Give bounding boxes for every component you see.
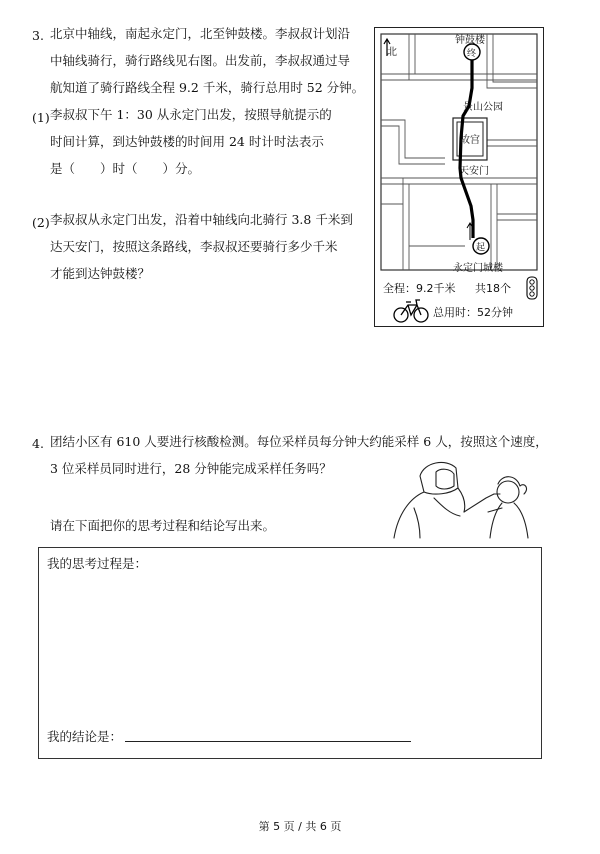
jingshan-label: 景山公园	[463, 102, 503, 113]
yongding-label: 永定门城楼	[453, 263, 503, 274]
question-3-text	[50, 20, 364, 101]
process-label: 我的思考过程是：	[47, 556, 148, 571]
sub-question-1-label: (1)	[32, 110, 50, 125]
question-3-line: 航知道了骑行路线全程 9.2 千米，骑行总用时 52 分钟。	[50, 80, 365, 95]
bicycle-icon	[394, 300, 428, 322]
answer-box[interactable]	[38, 547, 542, 759]
question-4-line: 团结小区有 610 人要进行核酸检测。每位采样员每分钟大约能采样 6 人，按照这个速度，	[50, 434, 548, 449]
sub-question-1-line: 李叔叔下午 1：30 从永定门出发，按照导航提示的	[50, 107, 332, 122]
page-footer: 第 5 页 / 共 6 页	[258, 820, 342, 833]
question-3-line: 中轴线骑行，骑行路线见右图。出发前，李叔叔通过导	[50, 53, 351, 68]
question-4-number: 4.	[32, 436, 44, 451]
tiananmen-label: 天安门	[459, 166, 489, 177]
distance-label: 全程：9.2千米	[383, 282, 456, 295]
sub-question-2-line: 达天安门，按照这条路线，李叔叔还要骑行多少千米	[50, 239, 338, 254]
palace-label: 故宫	[460, 135, 480, 146]
sub-question-1-line: 是（ ）时（ ）分。	[50, 161, 201, 176]
bell-tower-label: 钟鼓楼	[455, 35, 485, 46]
total-time-label: 总用时：52分钟	[433, 306, 513, 319]
route-map	[374, 27, 544, 327]
conclusion-answer-line[interactable]	[125, 741, 411, 742]
question-3-number: 3.	[32, 28, 44, 43]
start-mark: 起	[476, 243, 486, 253]
sub-question-2-line: 李叔叔从永定门出发，沿着中轴线向北骑行 3.8 千米到	[50, 212, 353, 227]
sub-question-1-text	[50, 101, 332, 182]
question-3-line: 北京中轴线，南起永定门，北至钟鼓楼。李叔叔计划沿	[50, 26, 351, 41]
traffic-lights-label: 共18个	[475, 282, 511, 295]
nucleic-acid-test-illustration	[390, 458, 540, 540]
instruction-text: 请在下面把你的思考过程和结论写出来。	[50, 518, 276, 533]
conclusion-label: 我的结论是：	[47, 729, 123, 744]
traffic-light-icon	[527, 277, 537, 299]
north-label: 北	[387, 47, 397, 58]
sub-question-2-label: (2)	[32, 215, 50, 230]
end-mark: 终	[467, 49, 477, 59]
sub-question-2-line: 才能到达钟鼓楼？	[50, 266, 151, 281]
sub-question-2-text	[50, 206, 353, 287]
sub-question-1-line: 时间计算，到达钟鼓楼的时间用 24 时计时法表示	[50, 134, 324, 149]
question-4-line: 3 位采样员同时进行，28 分钟能完成采样任务吗？	[50, 461, 332, 476]
